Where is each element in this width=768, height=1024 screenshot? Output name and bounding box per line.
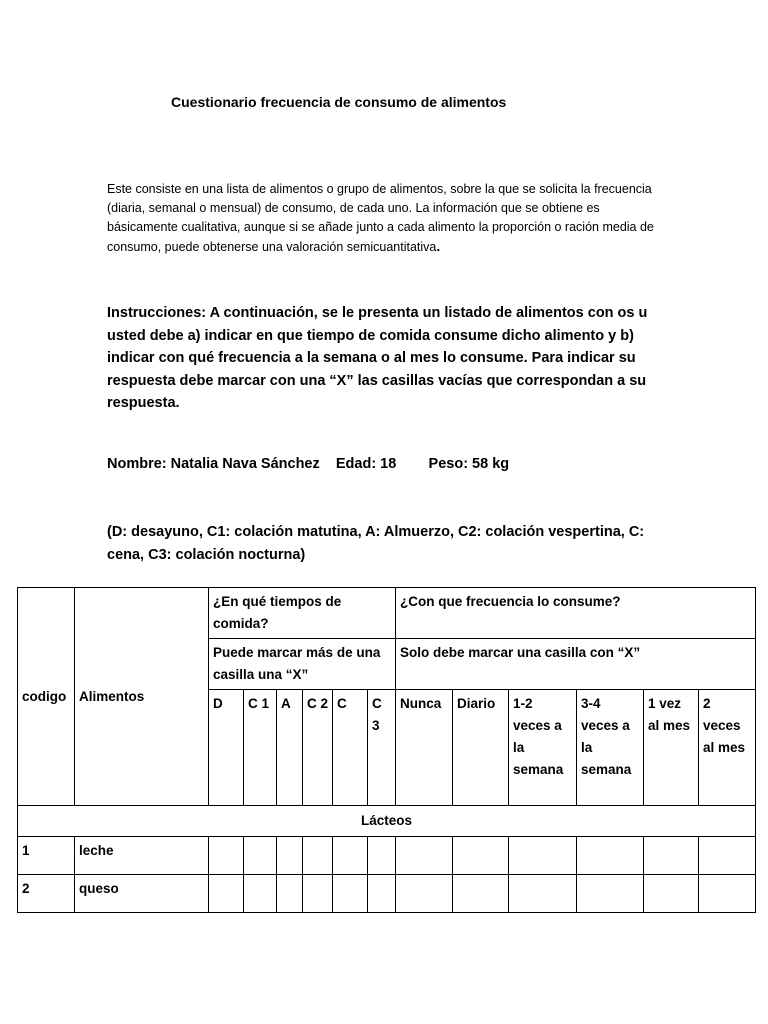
category-row: Lácteos [18, 806, 756, 837]
col-freq-nunca: Nunca [396, 690, 453, 806]
checkbox-cell[interactable] [644, 875, 699, 913]
legend-text: (D: desayuno, C1: colación matutina, A: Almuerzo, C2: colación vespertina, C: cena, C3: colación nocturna) [107, 524, 645, 563]
person-name: Nombre: Natalia Nava Sánchez [107, 456, 320, 472]
person-info [107, 456, 509, 472]
checkbox-cell[interactable] [303, 837, 333, 875]
checkbox-cell[interactable] [277, 837, 303, 875]
checkbox-cell[interactable] [303, 875, 333, 913]
note-tiempos: Puede marcar más de una casilla una “X” [209, 639, 396, 690]
page-title: Cuestionario frecuencia de consumo de alimentos [171, 94, 507, 110]
intro-text: Este consiste en una lista de alimentos o grupo de alimentos, sobre la que se solicita la frecuencia (diaria, semanal o mensual) de consumo, de cada uno. La información que se obtiene es básicamente cualitativa, aunque si se añade junto a cada alimento la proporción o ración media de consumo, puede obtenerse una valoración semicuantitativa [107, 182, 654, 254]
intro-paragraph [107, 180, 667, 257]
row-food: leche [75, 837, 209, 875]
checkbox-cell[interactable] [509, 875, 577, 913]
col-freq-diario: Diario [453, 690, 509, 806]
checkbox-cell[interactable] [396, 837, 453, 875]
frequency-table [17, 587, 756, 913]
person-age: Edad: 18 [335, 456, 397, 472]
checkbox-cell[interactable] [577, 875, 644, 913]
checkbox-cell[interactable] [209, 837, 244, 875]
checkbox-cell[interactable] [368, 875, 396, 913]
checkbox-cell[interactable] [699, 875, 756, 913]
table-row [18, 837, 756, 875]
checkbox-cell[interactable] [577, 837, 644, 875]
checkbox-cell[interactable] [644, 837, 699, 875]
col-meal-a: A [277, 690, 303, 806]
col-meal-d: D [209, 690, 244, 806]
checkbox-cell[interactable] [209, 875, 244, 913]
row-code: 1 [18, 837, 75, 875]
col-freq-1-2-semana: 1-2 veces a la semana [509, 690, 577, 806]
col-meal-c3: C 3 [368, 690, 396, 806]
checkbox-cell[interactable] [509, 837, 577, 875]
header-codigo: codigo [18, 588, 75, 806]
header-alimentos: Alimentos [75, 588, 209, 806]
col-freq-2-mes: 2 veces al mes [699, 690, 756, 806]
checkbox-cell[interactable] [699, 837, 756, 875]
col-meal-c2: C 2 [303, 690, 333, 806]
col-meal-c: C [333, 690, 368, 806]
checkbox-cell[interactable] [333, 837, 368, 875]
note-frecuencia: Solo debe marcar una casilla con “X” [396, 639, 756, 690]
table-row [18, 875, 756, 913]
col-freq-1-mes: 1 vez al mes [644, 690, 699, 806]
checkbox-cell[interactable] [453, 875, 509, 913]
col-freq-3-4-semana: 3-4 veces a la semana [577, 690, 644, 806]
checkbox-cell[interactable] [453, 837, 509, 875]
col-meal-c1: C 1 [244, 690, 277, 806]
checkbox-cell[interactable] [244, 875, 277, 913]
checkbox-cell[interactable] [244, 837, 277, 875]
checkbox-cell[interactable] [396, 875, 453, 913]
checkbox-cell[interactable] [333, 875, 368, 913]
checkbox-cell[interactable] [368, 837, 396, 875]
person-weight: Peso: 58 kg [428, 456, 510, 472]
intro-end: . [436, 238, 441, 254]
instructions-paragraph: Instrucciones: A continuación, se le presenta un listado de alimentos con os u usted debe a) indicar en que tiempo de comida consume dicho alimento y b) indicar con qué frecuencia a la semana o al mes lo consume. Para indicar su respuesta debe marcar con una “X” las casillas vacías que correspondan a su respuesta. [107, 305, 648, 411]
header-tiempos: ¿En qué tiempos de comida? [209, 588, 396, 639]
row-code: 2 [18, 875, 75, 913]
row-food: queso [75, 875, 209, 913]
header-frecuencia: ¿Con que frecuencia lo consume? [396, 588, 756, 639]
checkbox-cell[interactable] [277, 875, 303, 913]
